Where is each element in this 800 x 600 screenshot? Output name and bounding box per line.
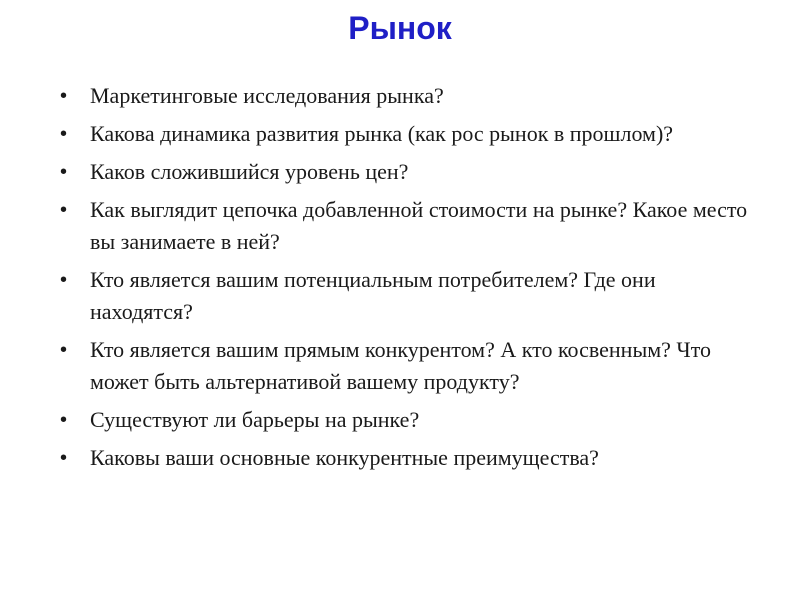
bullet-icon: •: [60, 85, 68, 107]
bullet-text: Маркетинговые исследования рынка?: [90, 83, 444, 108]
bullet-text: Кто является вашим потенциальным потребителем? Где они находятся?: [90, 267, 656, 324]
bullet-text: Каков сложившийся уровень цен?: [90, 159, 409, 184]
bullet-text: Существуют ли барьеры на рынке?: [90, 407, 420, 432]
bullet-text: Каковы ваши основные конкурентные преимущества?: [90, 445, 599, 470]
bullet-item: [60, 194, 760, 258]
bullet-icon: •: [60, 161, 68, 183]
bullet-text: Кто является вашим прямым конкурентом? А кто косвенным? Что может быть альтернативой вашему продукту?: [90, 337, 712, 394]
bullet-item: [60, 404, 760, 436]
bullet-item: [60, 156, 760, 188]
bullet-icon: •: [60, 409, 68, 431]
bullet-icon: •: [60, 269, 68, 291]
bullet-icon: •: [60, 447, 68, 469]
bullet-item: [60, 442, 760, 474]
bullet-item: [60, 80, 760, 112]
bullet-item: [60, 264, 760, 328]
bullet-icon: •: [60, 123, 68, 145]
bullet-item: [60, 334, 760, 398]
bullet-list: [60, 80, 760, 480]
bullet-text: Как выглядит цепочка добавленной стоимости на рынке? Какое место вы занимаете в ней?: [90, 197, 748, 254]
slide-title: Рынок: [348, 10, 452, 46]
bullet-icon: •: [60, 339, 68, 361]
bullet-item: [60, 118, 760, 150]
bullet-icon: •: [60, 199, 68, 221]
bullet-text: Какова динамика развития рынка (как рос рынок в прошлом)?: [90, 121, 674, 146]
